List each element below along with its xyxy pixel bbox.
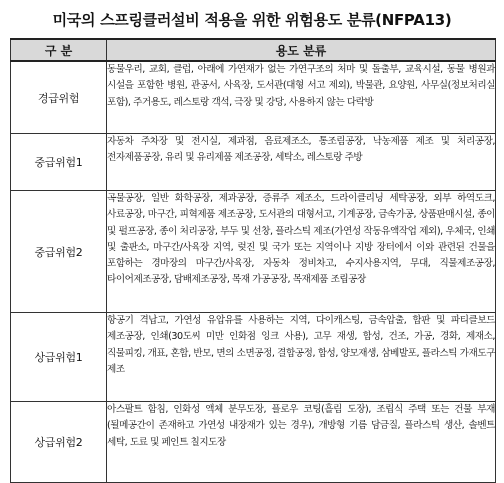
document-title: 미국의 스프링클러설비 적용을 위한 위험용도 분류(NFPA13) [52,10,452,29]
header-category: 구 분 [11,39,107,61]
header-use-classification: 용도 분류 [107,39,496,61]
hazard-level-cell: 상급위험1 [11,313,107,402]
hazard-level-cell: 경급위험 [11,61,107,134]
use-list-cell: 항공기 격납고, 가연성 유압유를 사용하는 지역, 다이캐스팅, 금속압출, 합판 및 파티클보드 제조공장, 인쇄(30도씨 미만 인화점 잉크 사용), 고무 재생, 합성, 건조, 가공, 경화, 제재소, 직물피킹, 개표, 혼합, 반모, 면의 소면공정, 결합공정, 합성, 양모재생, 삼베발포, 플라스틱 가재도구 제조 [107,313,496,402]
hazard-level-cell: 중급위험1 [11,134,107,191]
use-list-cell: 자동차 주차장 및 전시실, 제과점, 음료제조소, 통조림공장, 낙농제품 제조 및 처리공장, 전자제품공장, 유리 및 유리제품 제조공장, 세탁소, 레스토랑 주방 [107,134,496,191]
use-list-cell: 아스팔트 함침, 인화성 액체 분무도장, 플로우 코팅(흘림 도장), 조립식 주택 또는 건물 부재(될메공간이 존재하고 가연성 내장재가 있는 경우), 개방형 기름 담금질, 플라스틱 생산, 솔벤트 세탁, 도료 및 페인트 칠지도장 [107,402,496,483]
hazard-level-cell: 상급위험2 [11,402,107,483]
table-header-row [11,39,496,61]
table-row [11,402,496,483]
table-row [11,313,496,402]
hazard-level-cell: 중급위험2 [11,191,107,313]
table-row [11,134,496,191]
use-list-cell: 곡물공장, 일반 화학공장, 제과공장, 증류주 제조소, 드라이클리닝 세탁공장, 외부 하역도크, 사료공장, 마구간, 피혁제품 제조공장, 도서관의 대형서고, 기계공장, 금속가공, 상품판매시설, 종이 및 펄프공장, 종이 처리공장, 부두 및 선창, 플라스틱 제조(가연성 작동유액작업 제외), 우체국, 인쇄 및 출판소, 마구간/사육장 지역, 렂진 및 국가 또는 지역이나 지방 장터에서 이와 관련된 건물을 포함하는 경마장의 마구간/사육장, 자동차 정비차고, 수지사용지역, 무대, 직물제조공장, 타이어제조공장, 담배제조공장, 목재 가공공장, 목재제품 조립공장 [107,191,496,313]
table-row [11,61,496,134]
use-list-cell: 동물우리, 교회, 클럽, 아래에 가연재가 없는 가연구조의 처마 및 돌출부, 교육시설, 동물 병원과 시설을 포함한 병원, 관공서, 사육장, 도서관(대형 서고 제외), 박물관, 요양원, 사무실(정보처리실 포함), 주거용도, 레스토랑 객석, 극장 및 강당, 사용하지 않는 다락방 [107,61,496,134]
table-row [11,191,496,313]
hazard-classification-table [10,38,496,483]
